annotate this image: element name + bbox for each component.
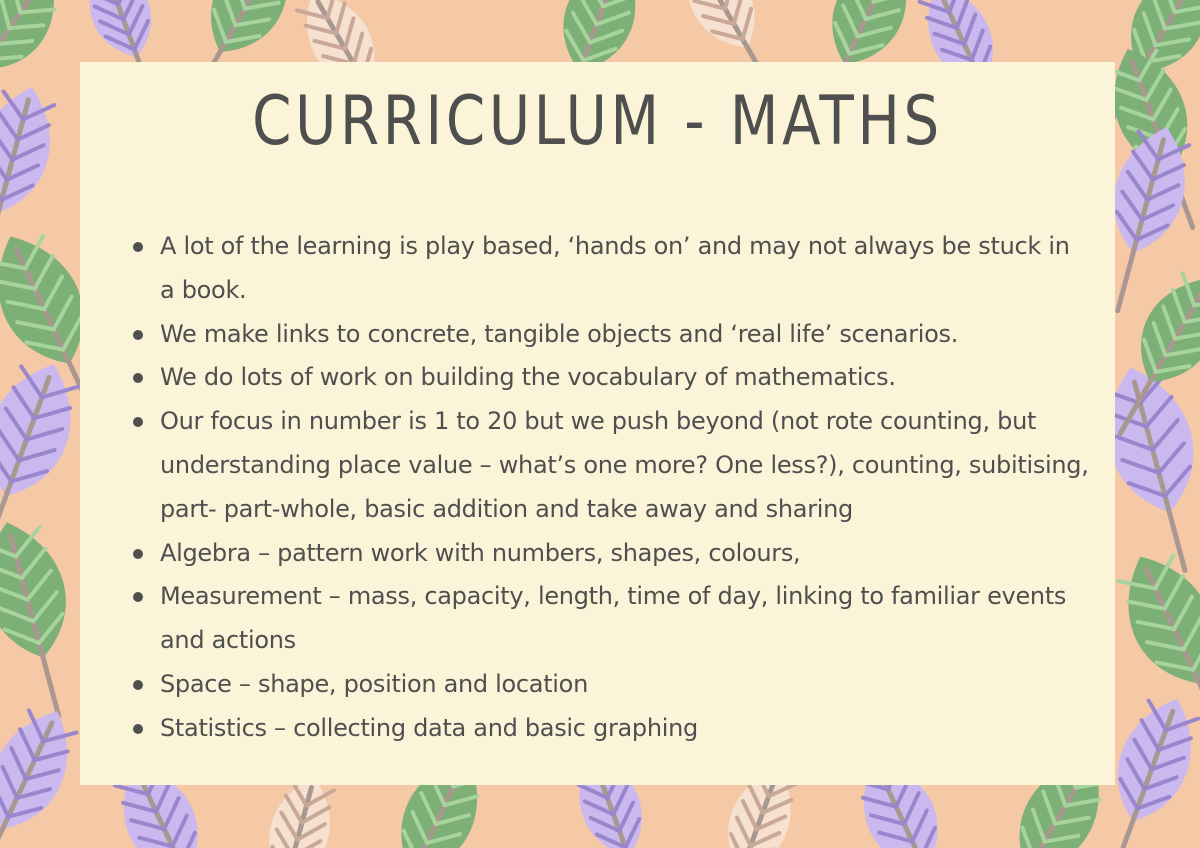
list-item-text: Space – shape, position and location xyxy=(160,669,588,698)
bullet-icon xyxy=(133,680,143,690)
list-item-text: Statistics – collecting data and basic graphing xyxy=(160,713,698,742)
bullet-list xyxy=(130,225,1090,751)
list-item xyxy=(130,313,1090,357)
list-item xyxy=(130,575,1090,663)
bullet-icon xyxy=(133,373,143,383)
list-item xyxy=(130,356,1090,400)
list-item xyxy=(130,707,1090,751)
list-item-text: Our focus in number is 1 to 20 but we push beyond (not rote counting, but understanding place value – what’s one more? One less?), counting, subitising, part- part-whole, basic addition and take away and sharing xyxy=(160,407,1089,523)
leaf-icon xyxy=(0,697,88,848)
bullet-icon xyxy=(133,242,143,252)
list-item-text: Algebra – pattern work with numbers, shapes, colours, xyxy=(160,538,801,567)
list-item-text: Measurement – mass, capacity, length, time of day, linking to familiar events and actions xyxy=(160,582,1067,655)
list-item xyxy=(130,225,1090,313)
list-item-text: We make links to concrete, tangible objects and ‘real life’ scenarios. xyxy=(160,319,959,348)
page-title: CURRICULUM - MATHS xyxy=(252,82,943,161)
bullet-icon xyxy=(133,592,143,602)
bullet-icon xyxy=(133,724,143,734)
list-item-text: A lot of the learning is play based, ‘hands on’ and may not always be stuck in a book. xyxy=(160,232,1070,304)
bullet-icon xyxy=(133,549,143,559)
content-panel xyxy=(80,62,1115,785)
list-item xyxy=(130,663,1090,707)
list-item xyxy=(130,400,1090,531)
bullet-icon xyxy=(133,330,143,340)
list-item-text: We do lots of work on building the vocabulary of mathematics. xyxy=(160,363,896,392)
list-item xyxy=(130,532,1090,576)
bullet-icon xyxy=(133,417,143,427)
